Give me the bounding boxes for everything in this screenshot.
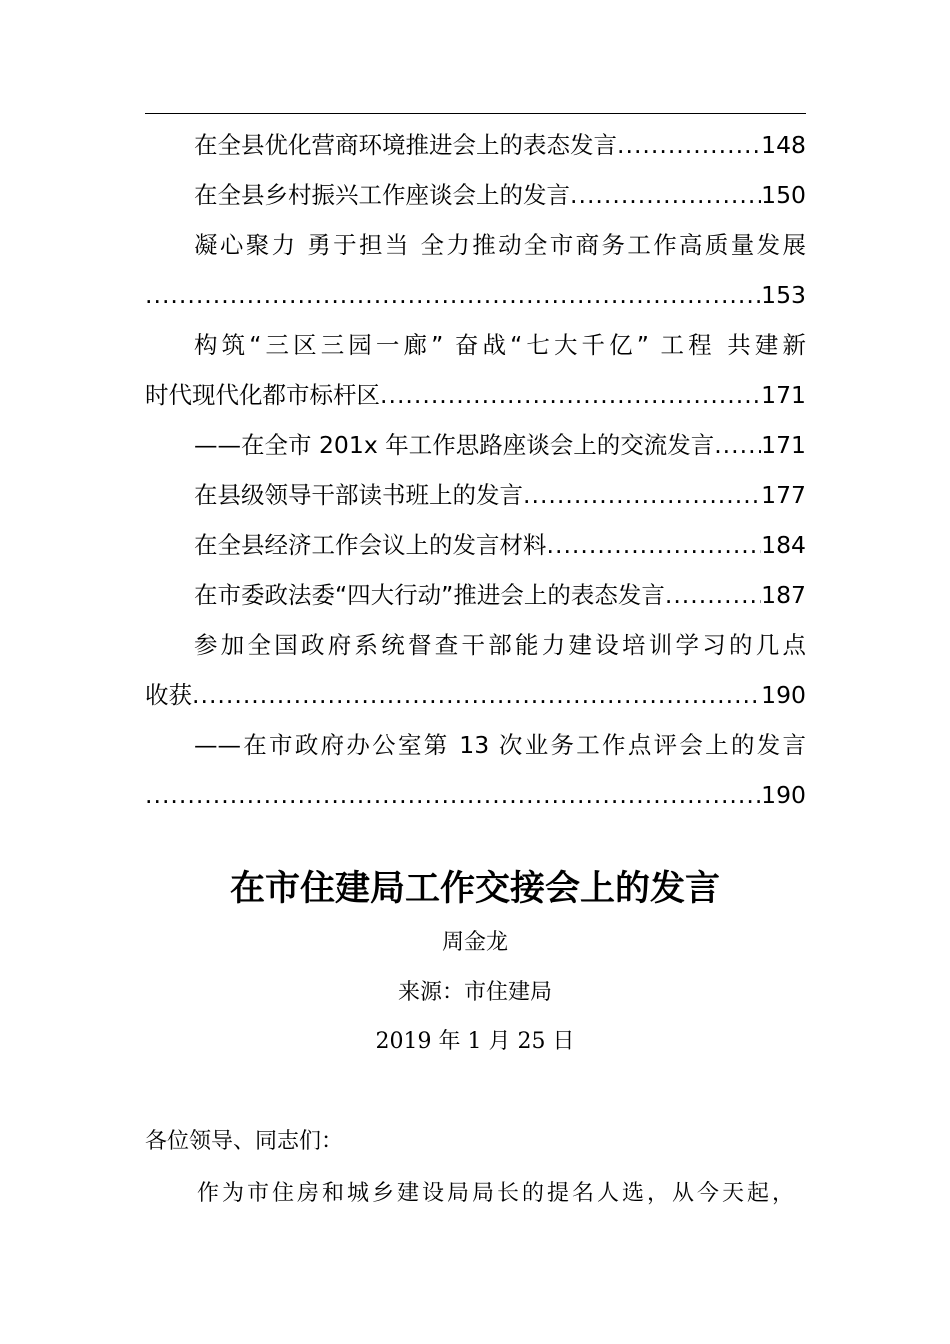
toc-entry[interactable] — [145, 520, 806, 570]
toc-entry-continuation[interactable] — [145, 770, 806, 820]
toc-page-number: 190 — [761, 781, 806, 809]
toc-entry-title[interactable]: 凝心聚力 勇于担当 全力推动全市商务工作高质量发展 — [194, 231, 806, 259]
toc-leader-dots — [547, 520, 762, 570]
toc-leader-dots — [665, 570, 761, 620]
toc-entry-title[interactable]: 参加全国政府系统督查干部能力建设培训学习的几点 — [194, 631, 806, 659]
toc-entry[interactable] — [145, 420, 806, 470]
toc-leader-dots — [523, 470, 761, 520]
toc-entry-continuation[interactable] — [145, 370, 806, 420]
toc-page-number: 190 — [761, 681, 806, 709]
toc-entry-continuation[interactable] — [145, 670, 806, 720]
toc-entry-title: ——在全市 201x 年工作思路座谈会上的交流发言 — [194, 431, 715, 459]
toc-entry-title: 在全县经济工作会议上的发言材料 — [194, 531, 547, 559]
toc-entry-title: 在全县优化营商环境推进会上的表态发言 — [194, 131, 617, 159]
toc-leader-dots — [145, 270, 761, 320]
toc-page-number: 187 — [761, 581, 806, 609]
body-paragraph: 作为市住房和城乡建设局局长的提名人选，从今天起， — [197, 1181, 798, 1206]
toc-entry[interactable] — [145, 570, 806, 620]
toc-page-number: 148 — [761, 131, 806, 159]
toc-page-number: 177 — [761, 481, 806, 509]
toc-entry-title: 在县级领导干部读书班上的发言 — [194, 481, 523, 509]
article-title: 在市住建局工作交接会上的发言 — [229, 868, 720, 909]
toc-entry-title[interactable]: ——在市政府办公室第 13 次业务工作点评会上的发言 — [194, 731, 806, 759]
toc-entry[interactable] — [145, 470, 806, 520]
toc-page-number: 171 — [761, 381, 806, 409]
toc-entry-continuation[interactable] — [145, 270, 806, 320]
article-date: 2019 年 1 月 25 日 — [375, 1029, 575, 1054]
article-author: 周金龙 — [441, 930, 508, 955]
toc-page-number: 153 — [761, 281, 806, 309]
toc-entry-title-cont: 时代现代化都市标杆区 — [145, 381, 380, 409]
toc-entry-title[interactable]: 构筑“三区三园一廊” 奋战“七大千亿” 工程 共建新 — [194, 331, 806, 359]
toc-page-number: 150 — [761, 181, 806, 209]
toc-entry-title: 在市委政法委“四大行动”推进会上的表态发言 — [194, 581, 665, 609]
toc-leader-dots — [145, 770, 761, 820]
toc-entry-title-cont: 收获 — [145, 681, 192, 709]
toc-entry[interactable] — [145, 120, 806, 170]
toc-leader-dots — [380, 370, 761, 420]
toc-top-rule — [145, 113, 806, 114]
toc-page-number: 184 — [761, 531, 806, 559]
toc-leader-dots — [714, 420, 761, 470]
toc-leader-dots — [570, 170, 761, 220]
article-source: 来源：市住建局 — [397, 980, 552, 1005]
toc-page-number: 171 — [761, 431, 806, 459]
toc-leader-dots — [617, 120, 761, 170]
toc-entry-title: 在全县乡村振兴工作座谈会上的发言 — [194, 181, 570, 209]
salutation: 各位领导、同志们： — [145, 1129, 344, 1154]
toc-entry[interactable] — [145, 170, 806, 220]
toc-leader-dots — [192, 670, 761, 720]
